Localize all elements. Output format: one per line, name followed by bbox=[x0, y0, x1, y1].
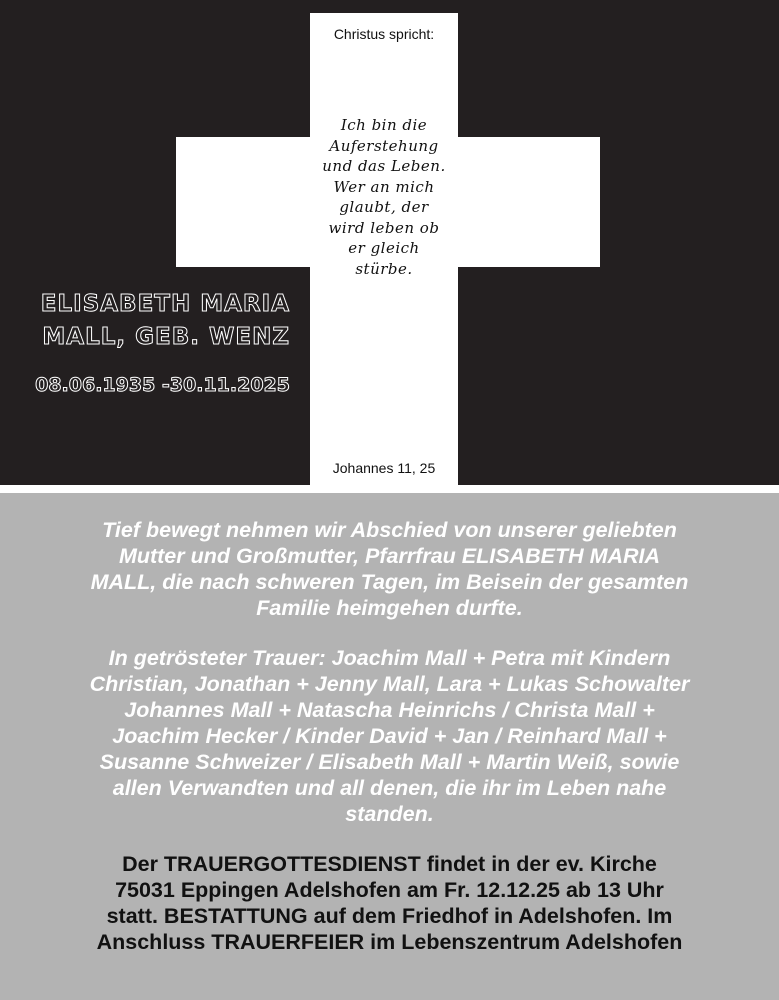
service-line: Der TRAUERGOTTESDIENST findet in der ev. Kirche bbox=[122, 852, 657, 876]
deceased-name bbox=[20, 288, 290, 354]
mourners-line: Christian, Jonathan + Jenny Mall, Lara + Lukas Schowalter bbox=[89, 672, 690, 696]
cross-header-text: Christus spricht: bbox=[333, 26, 435, 42]
verse-line: wird leben ob bbox=[328, 218, 440, 237]
deceased-name-line: MALL, GEB. WENZ bbox=[42, 324, 290, 350]
mourners-line: standen. bbox=[345, 802, 434, 826]
mourners-paragraph bbox=[10, 645, 769, 827]
service-line: 75031 Eppingen Adelshofen am Fr. 12.12.25 ab 13 Uhr bbox=[115, 878, 664, 902]
deceased-name-line: ELISABETH MARIA bbox=[40, 291, 290, 317]
verse-reference: Johannes 11, 25 bbox=[332, 460, 436, 476]
mourners-line: Johannes Mall + Natascha Heinrichs / Christa Mall + bbox=[124, 698, 655, 722]
verse-line: Auferstehung bbox=[329, 136, 439, 155]
intro-line: Mutter und Großmutter, Pfarrfrau ELISABETH MARIA bbox=[118, 544, 661, 568]
verse-line: stürbe. bbox=[355, 259, 413, 278]
intro-line: Tief bewegt nehmen wir Abschied von unserer geliebten bbox=[102, 518, 677, 542]
verse-line: er gleich bbox=[348, 239, 420, 257]
mourners-line: In getrösteter Trauer: Joachim Mall + Petra mit Kindern bbox=[108, 646, 671, 670]
life-dates: 08.06.1935 -30.11.2025 bbox=[35, 374, 290, 396]
mourners-line: Joachim Hecker / Kinder David + Jan / Reinhard Mall + bbox=[112, 724, 667, 748]
verse-line: und das Leben. bbox=[322, 157, 446, 175]
mourners-line: Susanne Schweizer / Elisabeth Mall + Martin Weiß, sowie bbox=[99, 750, 680, 774]
service-paragraph bbox=[10, 851, 769, 955]
intro-line: MALL, die nach schweren Tagen, im Beisein der gesamten bbox=[90, 570, 689, 594]
verse-line: Ich bin die bbox=[340, 116, 428, 134]
verse-line: Wer an mich bbox=[333, 177, 435, 196]
service-line: Anschluss TRAUERFEIER im Lebenszentrum Adelshofen bbox=[96, 930, 683, 954]
verse-line: glaubt, der bbox=[339, 198, 429, 216]
bible-verse bbox=[300, 115, 468, 279]
intro-paragraph bbox=[10, 517, 769, 621]
mourners-line: allen Verwandten und all denen, die ihr im Leben nahe bbox=[112, 776, 667, 800]
service-line: statt. BESTATTUNG auf dem Friedhof in Adelshofen. Im bbox=[106, 904, 673, 928]
intro-line: Familie heimgehen durfte. bbox=[256, 596, 523, 620]
